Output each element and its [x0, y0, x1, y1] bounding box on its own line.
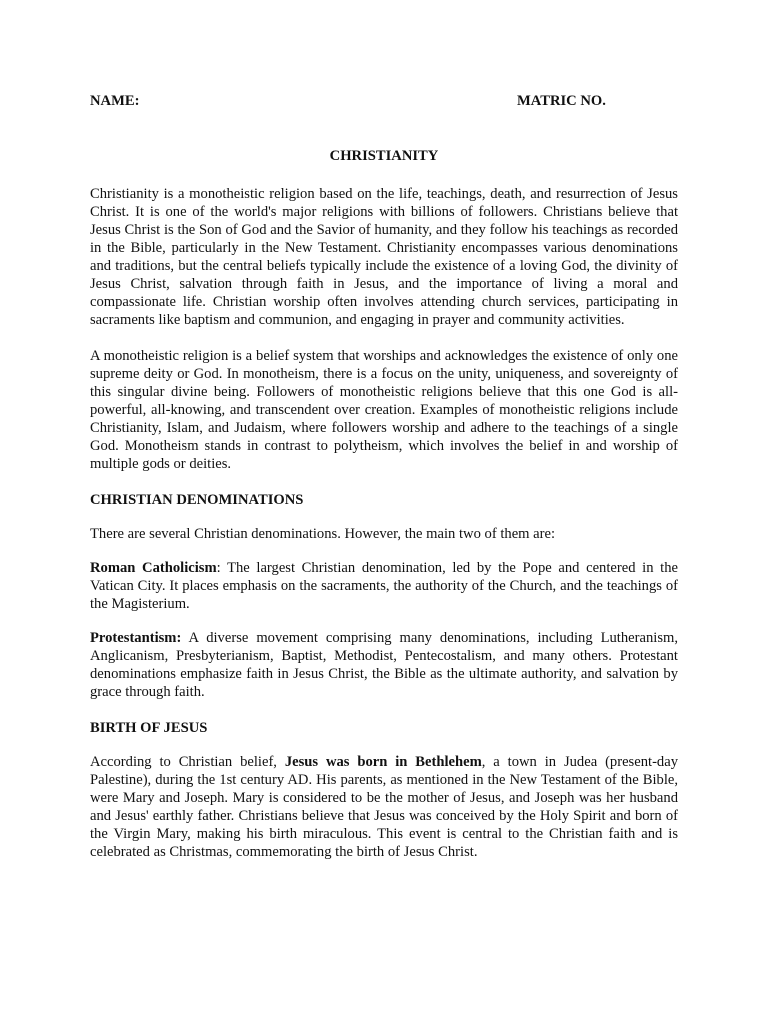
document-title: CHRISTIANITY: [329, 148, 439, 164]
birth-bold-phrase: Jesus was born in Bethlehem: [284, 754, 482, 770]
matric-number-label: MATRIC NO.: [517, 93, 606, 109]
intro-paragraph-1: Christianity is a monotheistic religion based on the life, teachings, death, and resurrection of Jesus Christ. It is one of the world's major religions with billions of followers. Christians believe that Jesus Christ is the Son of God and the Savior of humanity, and they follow his teachings as recorded in the Bible, particularly in the New Testament. Christianity encompasses various denominations and traditions, but the central beliefs typically include the existence of a loving God, the divinity of Jesus Christ, salvation through faith in Jesus, and the importance of living a moral and compassionate life. Christian worship often involves attending church services, participating in sacraments like baptism and communion, and engaging in prayer and community activities.: [90, 186, 678, 328]
denominations-heading: CHRISTIAN DENOMINATIONS: [90, 492, 304, 508]
catholicism-paragraph: [90, 559, 678, 613]
catholicism-text: : The largest Christian denomination, led by the Pope and centered in the Vatican City. It places emphasis on the sacraments, the authority of the Church, and the teachings of the Magisterium.: [90, 560, 678, 612]
document-page: [90, 92, 678, 861]
header-row: [90, 92, 678, 112]
protestantism-term: Protestantism:: [90, 630, 182, 646]
intro-paragraph-2: A monotheistic religion is a belief system that worships and acknowledges the existence of only one supreme deity or God. In monotheism, there is a focus on the unity, uniqueness, and sovereignty of this singular divine being. Followers of monotheistic religions believe that this one God is all-powerful, all-knowing, and transcendent over creation. Examples of monotheistic religions include Christianity, Islam, and Judaism, where followers worship and adhere to the teachings of a single God. Monotheism stands in contrast to polytheism, which involves the belief in and worship of multiple gods or deities.: [90, 348, 678, 472]
birth-text-after: , a town in Judea (present-day Palestine), during the 1st century AD. His parents, as mentioned in the New Testament of the Bible, were Mary and Joseph. Mary is considered to be the mother of Jesus, and Joseph was her husband and Jesus' earthly father. Christians believe that Jesus was conceived by the Holy Spirit and born of the Virgin Mary, making his birth miraculous. This event is central to the Christian faith and is celebrated as Christmas, commemorating the birth of Jesus Christ.: [90, 754, 678, 860]
birth-paragraph: [90, 753, 678, 861]
protestantism-paragraph: [90, 629, 678, 701]
catholicism-term: Roman Catholicism: [90, 560, 217, 576]
birth-heading: BIRTH OF JESUS: [90, 720, 208, 736]
birth-text-before: According to Christian belief,: [90, 754, 285, 770]
name-label: NAME:: [90, 93, 140, 109]
denominations-intro: There are several Christian denominations. However, the main two of them are:: [90, 526, 556, 542]
protestantism-text: A diverse movement comprising many denominations, including Lutheranism, Anglicanism, Presbyterianism, Baptist, Methodist, Pentecostalism, and many others. Protestant denominations emphasize faith in Jesus Christ, the Bible as the ultimate authority, and salvation by grace through faith.: [90, 630, 678, 700]
